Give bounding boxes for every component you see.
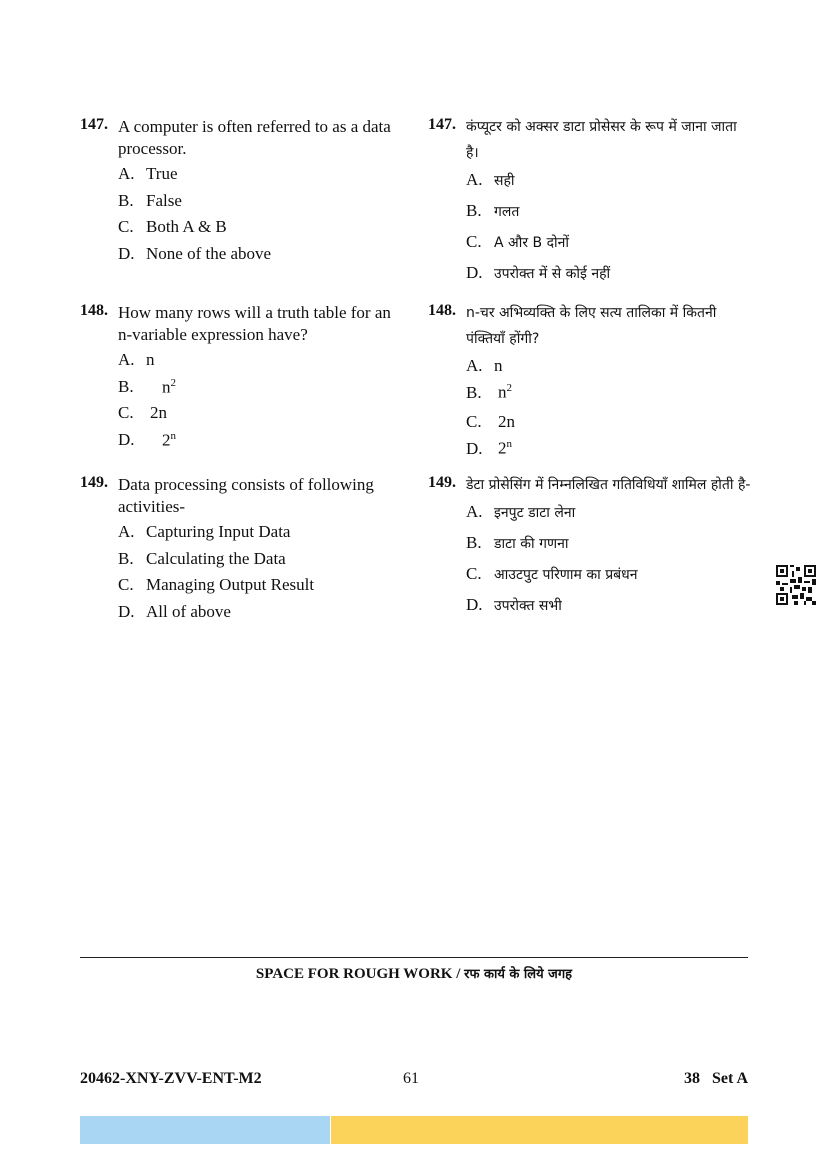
question-147-hi [428,112,753,298]
option: B. Calculating the Data [118,548,286,568]
option: B. $n^2$ [118,376,176,397]
hindi-column [428,112,753,626]
option: A. n [118,350,155,369]
option: A. Capturing Input Data [118,522,291,541]
question-number: 147. [428,116,456,133]
option: D. 2$^n$ [466,438,512,458]
page-number: 61 [403,1070,419,1087]
option: A. True [118,164,178,183]
option: C. आउटपुट परिणाम का प्रबंधन [466,564,638,583]
option: D. 2$^n$ [118,429,176,450]
question-text: डेटा प्रोसेसिंग में निम्नलिखित गतिविधियाँ शामिल होती है- [466,477,751,493]
question-number: 147. [80,116,108,133]
option: A. सही [466,170,515,189]
option: A. इनपुट डाटा लेना [466,502,576,521]
option: D. उपरोक्त में से कोई नहीं [466,263,611,282]
rough-work-divider [80,957,748,958]
question-text: A computer is often referred to as a data processor. [118,117,391,158]
question-149-en [80,470,400,628]
question-148-en [80,298,400,470]
option: C. 2n [466,412,515,431]
option: B. False [118,190,182,210]
question-147-en [80,112,400,298]
option: C. Both A & B [118,217,227,236]
question-number: 148. [428,302,456,319]
option: D. None of the above [118,243,272,263]
option: D. All of above [118,601,231,621]
option: D. उपरोक्त सभी [466,595,562,614]
qr-code-icon [776,565,816,605]
rough-work-label: SPACE FOR ROUGH WORK / रफ कार्य के लिये जगह [255,966,573,982]
set-label: 38 Set A [684,1070,748,1087]
english-column [80,112,400,628]
option: C. 2n [118,403,167,422]
option: A. n [466,356,503,375]
question-149-hi [428,470,753,626]
option: B. गलत [466,201,520,220]
paper-code: 20462-XNY-ZVV-ENT-M2 [80,1070,262,1087]
question-number: 149. [80,474,108,491]
footer-bar-yellow [331,1116,748,1144]
question-text: n-चर अभिव्यक्ति के लिए सत्य तालिका में कितनी पंक्तियाँ होंगी? [466,305,717,347]
question-text: Data processing consists of following activities- [118,475,374,516]
option: C. A और B दोनों [466,232,570,251]
footer-bar-blue [80,1116,330,1144]
question-148-hi [428,298,753,470]
question-number: 149. [428,474,456,491]
option: B. डाटा की गणना [466,533,569,552]
option: C. Managing Output Result [118,575,315,594]
question-text: कंप्यूटर को अक्सर डाटा प्रोसेसर के रूप में जाना जाता है। [466,119,737,161]
option: B. $n^2$ [466,382,512,402]
question-text: How many rows will a truth table for an n-variable expression have? [118,303,391,344]
question-number: 148. [80,302,108,319]
